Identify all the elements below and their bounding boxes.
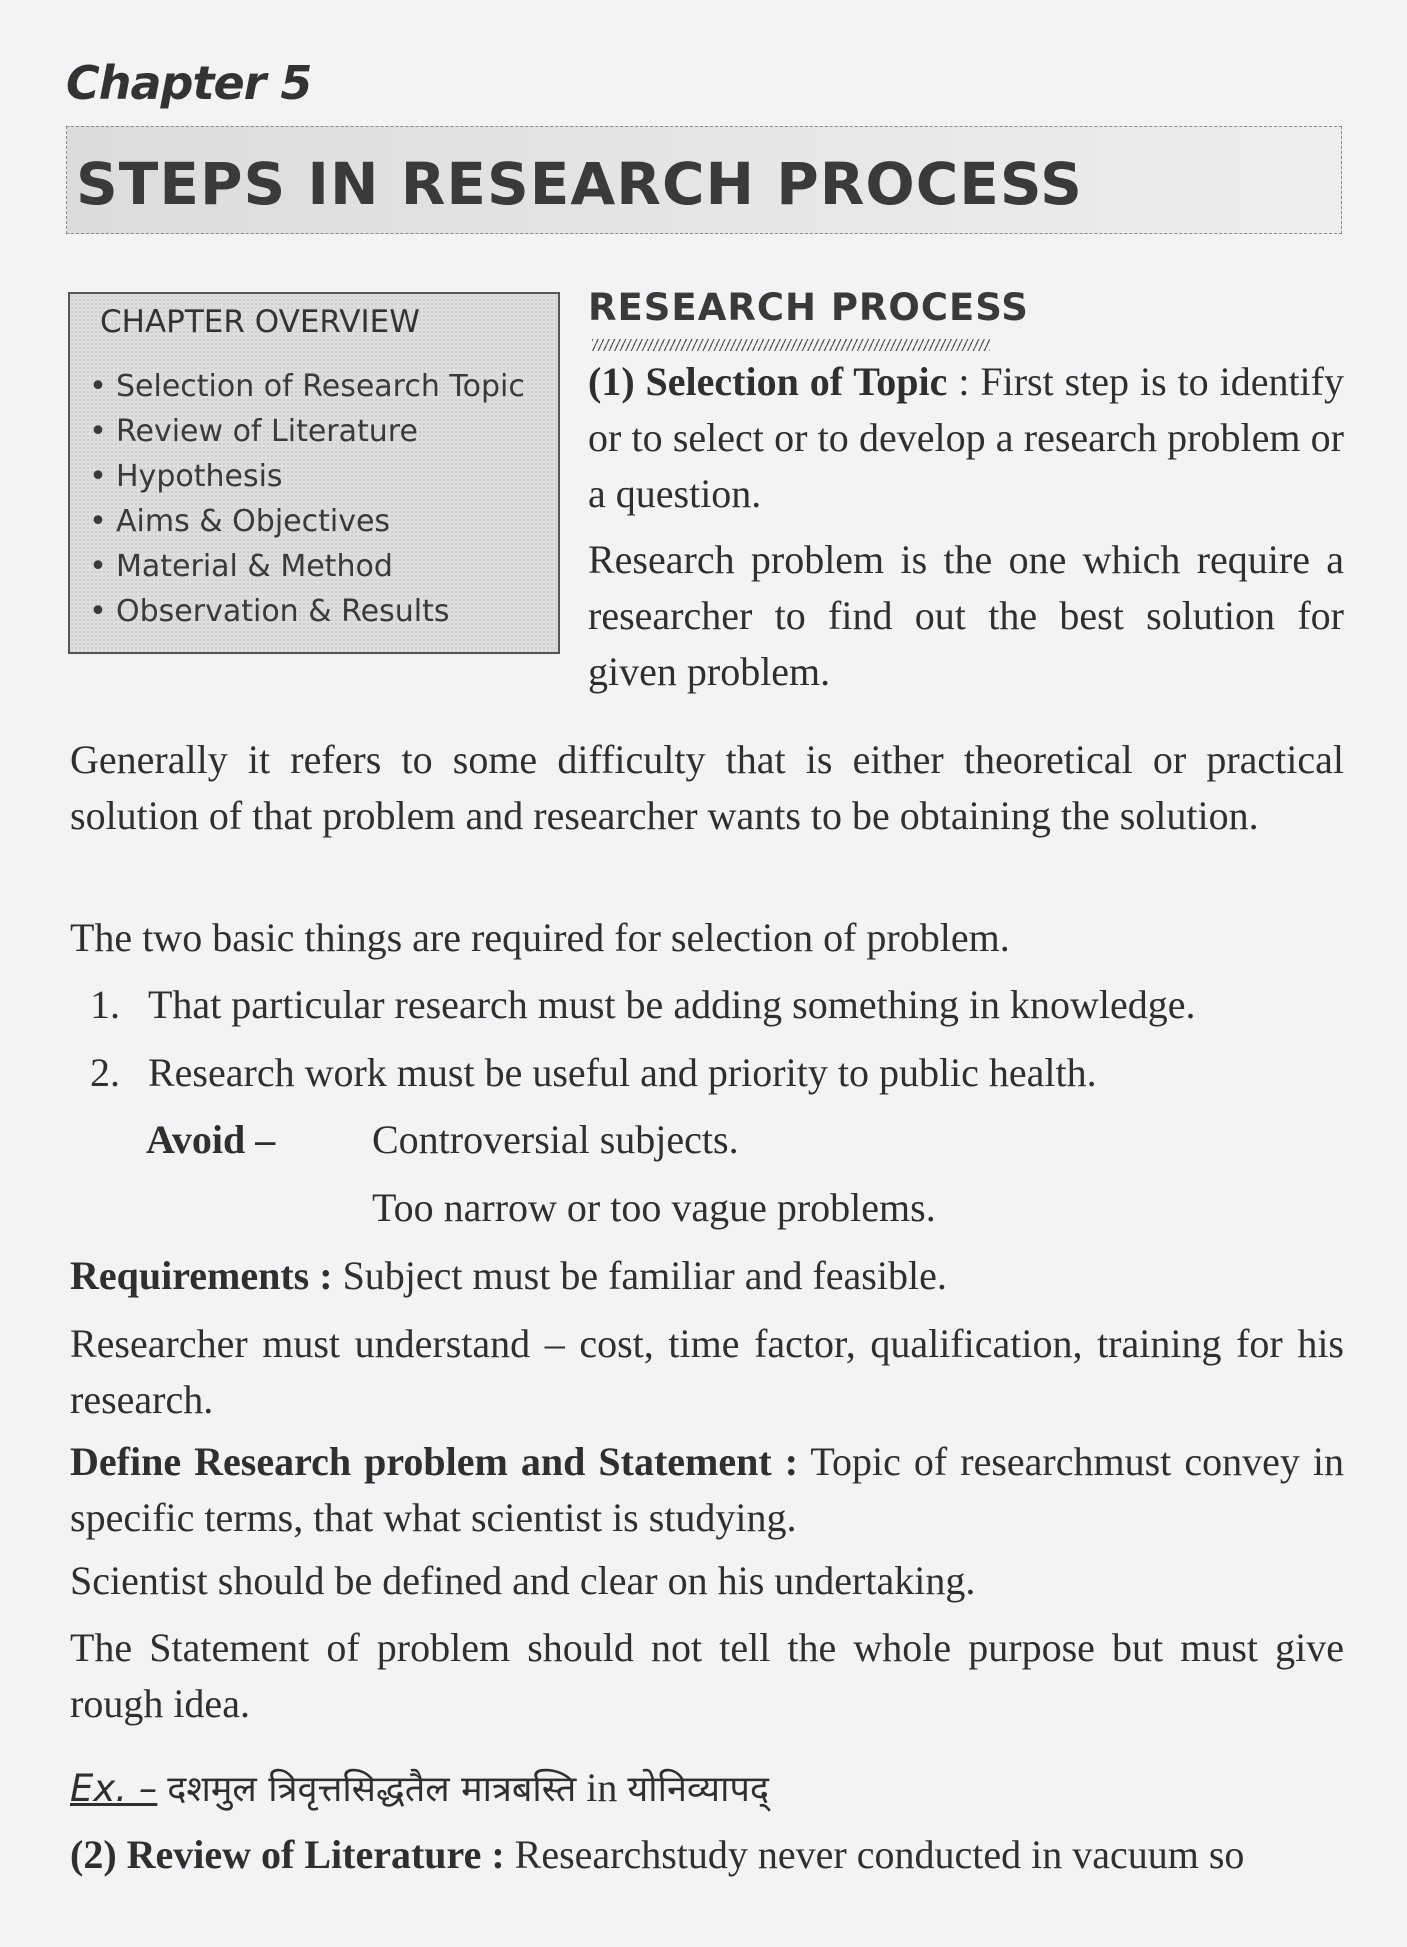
chapter-label: Chapter 5 (66, 56, 312, 110)
overview-item: • Material & Method (89, 549, 393, 584)
two-things-paragraph: The two basic things are required for selection of problem. (70, 915, 1010, 960)
list-item: 1. That particular research must be adding something in knowledge. (90, 982, 1196, 1027)
overview-item: • Aims & Objectives (89, 504, 391, 539)
define-paragraph: Define Research problem and Statement : Topic of researchmust convey in specific terms, that what scientist is studying. (70, 1439, 1344, 1540)
page-title: STEPS IN RESEARCH PROCESS (76, 150, 1083, 218)
heading-underline (592, 339, 990, 351)
statement-paragraph: The Statement of problem should not tell the whole purpose but must give rough idea. (70, 1625, 1344, 1726)
requirements-paragraph: Requirements : Subject must be familiar and feasible. (70, 1253, 947, 1298)
overview-item: • Hypothesis (89, 459, 283, 494)
example-line: Ex. – दशमुल त्रिवृत्तसिद्धतैल मात्रबस्ति in योनिव्यापद् (70, 1765, 770, 1810)
problem-paragraph: Research problem is the one which require a researcher to find out the best solution for given problem. (588, 537, 1344, 694)
overview-list (80, 364, 525, 634)
step1-paragraph: (1) Selection of Topic : First step is to identify or to select or to develop a research problem or a question. (588, 359, 1344, 516)
generally-paragraph: Generally it refers to some difficulty that is either theoretical or practical solution of that problem and researcher wants to be obtaining the solution. (70, 737, 1344, 838)
researcher-paragraph: Researcher must understand – cost, time factor, qualification, training for his research. (70, 1321, 1344, 1422)
step2-paragraph: (2) Review of Literature : Researchstudy never conducted in vacuum so (70, 1832, 1245, 1877)
section-heading: RESEARCH PROCESS (588, 286, 1029, 329)
overview-item: • Review of Literature (89, 414, 418, 449)
scientist-paragraph: Scientist should be defined and clear on his undertaking. (70, 1558, 976, 1603)
overview-heading: CHAPTER OVERVIEW (100, 304, 420, 340)
avoid-item: Too narrow or too vague problems. (372, 1185, 936, 1230)
list-item: 2. Research work must be useful and priority to public health. (90, 1050, 1097, 1095)
avoid-label: Avoid – (146, 1117, 276, 1162)
overview-item: • Observation & Results (89, 594, 450, 629)
chapter-overview-box (68, 292, 560, 654)
overview-item: • Selection of Research Topic (89, 369, 525, 404)
avoid-item: Controversial subjects. (372, 1117, 739, 1162)
